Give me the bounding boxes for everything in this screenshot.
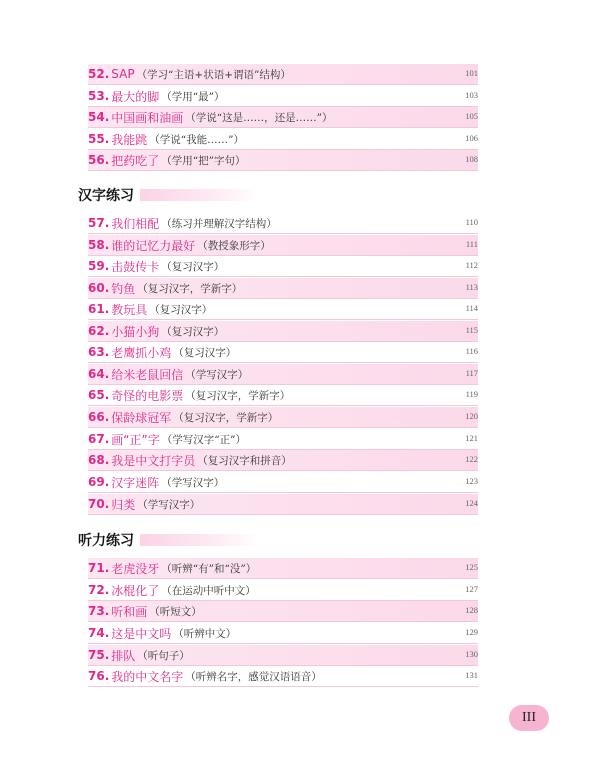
entry-description: （学写汉字） [185, 368, 249, 381]
entry-page-number: 121 [465, 433, 478, 443]
entry-page-number: 105 [465, 111, 478, 121]
entry-number: 54. [88, 110, 110, 124]
toc-entry[interactable] [88, 494, 478, 515]
entry-description: （学说“这是……，还是……”） [185, 111, 333, 124]
entry-page-number: 120 [465, 411, 478, 421]
entry-page-number: 112 [465, 260, 478, 270]
entry-description: （教授象形字） [197, 239, 271, 252]
toc-entry[interactable] [88, 472, 478, 493]
toc-entry[interactable] [88, 342, 478, 363]
toc-entry[interactable] [88, 107, 478, 128]
toc-entry[interactable] [88, 364, 478, 385]
entry-number: 73. [88, 604, 110, 618]
entry-title: 谁的记忆力最好 [111, 238, 196, 253]
toc-entry[interactable] [88, 129, 478, 150]
entry-title: 我的中文名字 [111, 669, 184, 684]
toc-entry[interactable] [88, 64, 478, 85]
entry-number: 74. [88, 626, 110, 640]
entry-page-number: 116 [465, 346, 478, 356]
entry-title: 奇怪的电影票 [111, 388, 184, 403]
entry-title: 排队 [111, 648, 136, 663]
entry-description: （学写汉字） [161, 476, 225, 489]
entry-number: 67. [88, 432, 110, 446]
entry-description: （复习汉字） [161, 325, 225, 338]
entry-number: 72. [88, 583, 110, 597]
entry-page-number: 127 [465, 584, 478, 594]
entry-number: 68. [88, 453, 110, 467]
entry-page-number: 114 [465, 303, 478, 313]
entry-description: （听辨中文） [173, 627, 237, 640]
toc-entry[interactable] [88, 278, 478, 299]
toc-entry[interactable] [88, 407, 478, 428]
toc-entry[interactable] [88, 213, 478, 234]
entry-number: 62. [88, 324, 110, 338]
entry-title: SAP [111, 67, 135, 81]
entry-description: （听辨名字，感觉汉语语音） [185, 670, 322, 683]
entry-number: 60. [88, 281, 110, 295]
entry-description: （复习汉字和拼音） [197, 454, 292, 467]
entry-number: 76. [88, 669, 110, 683]
entry-title: 我是中文打字员 [111, 453, 196, 468]
entry-page-number: 125 [465, 562, 478, 572]
entry-number: 61. [88, 302, 110, 316]
toc-entry[interactable] [88, 450, 478, 471]
toc-entry[interactable] [88, 601, 478, 622]
entry-page-number: 119 [465, 389, 478, 399]
section-heading-text: 汉字练习 [78, 188, 134, 204]
toc-entry[interactable] [88, 666, 478, 687]
entry-description: （在运动中听中文） [161, 584, 256, 597]
entry-title: 我能跳 [111, 132, 148, 147]
entry-description: （复习汉字，学新字） [185, 389, 291, 402]
entry-description: （学写汉字“正”） [161, 433, 246, 446]
entry-description: （听辨“有”和“没”） [161, 562, 257, 575]
entry-number: 69. [88, 475, 110, 489]
toc-entry[interactable] [88, 256, 478, 277]
section-heading-listening [78, 531, 260, 549]
entry-number: 52. [88, 67, 110, 81]
entry-description: （学说“我能……”） [149, 133, 245, 146]
entry-title: 击鼓传卡 [111, 259, 160, 274]
toc-entry[interactable] [88, 645, 478, 666]
toc-entry[interactable] [88, 558, 478, 579]
entry-page-number: 106 [465, 133, 478, 143]
entry-number: 57. [88, 216, 110, 230]
entry-number: 75. [88, 648, 110, 662]
entry-description: （学用“把”字句） [161, 154, 246, 167]
toc-entry[interactable] [88, 429, 478, 450]
entry-page-number: 115 [465, 325, 478, 335]
entry-page-number: 122 [465, 454, 478, 464]
entry-page-number: 124 [465, 498, 478, 508]
toc-entry[interactable] [88, 235, 478, 256]
entry-page-number: 103 [465, 90, 478, 100]
entry-title: 老鹰抓小鸡 [111, 345, 172, 360]
entry-number: 64. [88, 367, 110, 381]
section-heading-bar [140, 534, 260, 546]
toc-entry[interactable] [88, 86, 478, 107]
entry-description: （复习汉字） [173, 346, 237, 359]
section-heading-characters [78, 186, 260, 204]
toc-entry[interactable] [88, 385, 478, 406]
entry-description: （听短文） [149, 605, 202, 618]
entry-number: 59. [88, 259, 110, 273]
entry-title: 这是中文吗 [111, 626, 172, 641]
entry-description: （听句子） [137, 649, 190, 662]
entry-title: 中国画和油画 [111, 110, 184, 125]
entry-page-number: 117 [465, 368, 478, 378]
entry-page-number: 130 [465, 649, 478, 659]
entry-page-number: 101 [465, 68, 478, 78]
entry-page-number: 108 [465, 154, 478, 164]
entry-number: 70. [88, 497, 110, 511]
toc-entry[interactable] [88, 150, 478, 171]
toc-entry[interactable] [88, 299, 478, 320]
entry-page-number: 131 [465, 670, 478, 680]
entry-page-number: 129 [465, 627, 478, 637]
toc-entry[interactable] [88, 321, 478, 342]
toc-entry[interactable] [88, 580, 478, 601]
entry-description: （学写汉字） [137, 498, 201, 511]
entry-number: 66. [88, 410, 110, 424]
entry-title: 画“正”字 [111, 432, 160, 447]
entry-number: 56. [88, 153, 110, 167]
entry-description: （复习汉字） [149, 303, 213, 316]
entry-title: 冰棍化了 [111, 583, 160, 598]
entry-title: 最大的脚 [111, 89, 160, 104]
entry-title: 保龄球冠军 [111, 410, 172, 425]
entry-title: 听和画 [111, 604, 148, 619]
entry-title: 老虎没牙 [111, 561, 160, 576]
entry-title: 把药吃了 [111, 153, 160, 168]
entry-number: 55. [88, 132, 110, 146]
entry-number: 71. [88, 561, 110, 575]
entry-title: 我们相配 [111, 216, 160, 231]
entry-number: 58. [88, 238, 110, 252]
section-heading-bar [140, 189, 260, 201]
page-number-badge: III [509, 705, 549, 731]
entry-description: （学习“主语+状语+谓语”结构） [136, 68, 291, 81]
entry-description: （复习汉字，学新字） [137, 282, 243, 295]
entry-page-number: 110 [465, 217, 478, 227]
entry-description: （练习并理解汉字结构） [161, 217, 277, 230]
entry-title: 钓鱼 [111, 281, 136, 296]
entry-number: 65. [88, 388, 110, 402]
entry-description: （学用“最”） [161, 90, 225, 103]
entry-title: 给米老鼠回信 [111, 367, 184, 382]
entry-title: 教玩具 [111, 302, 148, 317]
entry-page-number: 123 [465, 476, 478, 486]
entry-page-number: 128 [465, 605, 478, 615]
entry-description: （复习汉字） [161, 260, 225, 273]
toc-entry[interactable] [88, 623, 478, 644]
entry-page-number: 113 [465, 282, 478, 292]
entry-page-number: 111 [465, 239, 478, 249]
entry-number: 63. [88, 345, 110, 359]
entry-number: 53. [88, 89, 110, 103]
entry-title: 汉字迷阵 [111, 475, 160, 490]
section-heading-text: 听力练习 [78, 533, 134, 549]
entry-title: 小猫小狗 [111, 324, 160, 339]
entry-title: 归类 [111, 497, 136, 512]
entry-description: （复习汉字，学新字） [173, 411, 279, 424]
